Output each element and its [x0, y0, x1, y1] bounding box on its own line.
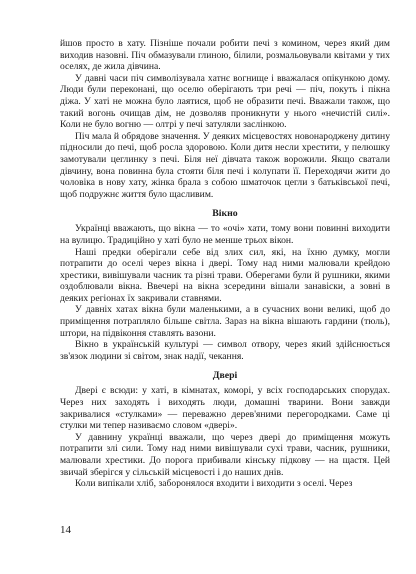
paragraph: У давнину українці вважали, що через двері до приміщення можуть потрапити злі сили. Тому над ними вивішували сухі трави, часник, рушники, малювали хрестики. До порога прибивали кінську підкову — на щастя. Цей звичай зберігся у сільській місцевості і до наших днів. — [60, 431, 390, 478]
paragraph: Вікно в українській культурі — символ отвору, через який здійснюється зв'язок людини зі світом, знак надії, чекання. — [60, 339, 390, 362]
section-heading-window: Вікно — [212, 208, 238, 220]
paragraph: Наші предки оберігали себе від злих сил, які, на їхню думку, могли потрапити до оселі через вікна і двері. Тому над ними малювали крейдою хрестики, вивішували часник та різні трави. Оберегами були й рушники, якими оздоблювали вікна. Ввечері на вікна зсередини вішали занавіски, а зовні в деяких регіонах їх закривали ставнями. — [60, 246, 390, 304]
page-number: 14 — [60, 524, 71, 536]
paragraph: Двері є всюди: у хаті, в кімнатах, коморі, у всіх господарських спорудах. Через них заходять і виходять люди, домашні тварини. Вони завжди закривалися «стулками» — переважно дерев'яними перегородками. Саме ці стулки ми тепер називаємо словом «двері». — [60, 385, 390, 432]
section-heading-door: Двері — [212, 370, 238, 382]
paragraph: йшов просто в хату. Пізніше почали робити печі з комином, через який дим виходив назовні. Піч обмазували глиною, білили, розмальовували квітами у тих оселях, де жила дівчина. — [60, 38, 390, 73]
paragraph: Українці вважають, що вікна — то «очі» хати, тому вони повинні виходити на вулицю. Традиційно у хаті було не менше трьох вікон. — [60, 223, 390, 246]
paragraph: У давніх хатах вікна були маленькими, а в сучасних вони великі, щоб до приміщення потрапляло більше світла. Зараз на вікна вішають гардини (тюль), штори, на підвіконня ставлять вазони. — [60, 304, 390, 339]
paragraph: Піч мала й обрядове значення. У деяких місцевостях новонароджену дитину підносили до печі, щоб росла здоровою. Коли дитя несли хрестити, у пелюшку замотували цеглинку з печі. Біля неї дівчата також ворожили. Якщо сватали дівчину, вона повинна була стояти біля печі і колупати її. Переходячи жити до чоловіка в нову хату, жінка брала з собою шматочок цегли з батьківської печі, щоб подружнє життя було щасливим. — [60, 130, 390, 200]
paragraph: У давні часи піч символізувала хатнє вогнище і вважалася опікункою дому. Люди були переконані, що оселю оберігають три речі — піч, покуть і пікна діжа. У хаті не можна було лаятися, щоб не образити печі. Вважали також, що такий вогонь очищав дім, не дозволяв проникнути у нього «нечистій силі». Коли не було вогню — олтрі у печі затуляли заслінкою. — [60, 72, 390, 131]
paragraph: Коли випікали хліб, заборонялося входити і виходити з оселі. Через — [75, 478, 353, 490]
page-text — [60, 38, 390, 490]
